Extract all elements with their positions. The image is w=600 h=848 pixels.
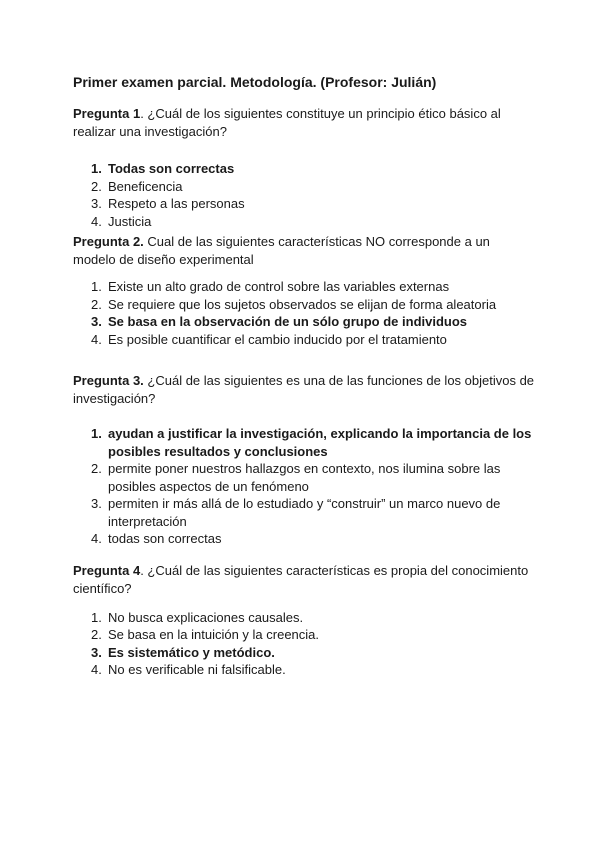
question-2-options (73, 278, 540, 348)
question-2-text: Cual de las siguientes características NO corresponde a un modelo de diseño experimental (73, 234, 490, 267)
question-4-option-3: 3. Es sistemático y metódico. (91, 644, 275, 660)
question-4-options (73, 609, 540, 679)
question-1-option-3: 3. Respeto a las personas (91, 196, 245, 211)
question-3-option-4: 4. todas son correctas (91, 531, 222, 546)
question-2-option-3: 3. Se basa en la observación de un sólo grupo de individuos (91, 314, 468, 329)
question-2-option-2: 2. Se requiere que los sujetos observados se elijan de forma aleatoria (91, 296, 497, 312)
question-2-option-1: 1. Existe un alto grado de control sobre las variables externas (91, 279, 450, 294)
question-3-option-2: 2. permite poner nuestros hallazgos en contexto, nos ilumina sobre las posibles aspectos de un fenómeno (91, 461, 501, 494)
exam-title: Primer examen parcial. Metodología. (Profesor: Julián) (73, 74, 437, 90)
question-3-options (73, 425, 540, 548)
question-4-option-2: 2. Se basa en la intuición y la creencia. (91, 627, 320, 642)
question-3-label: Pregunta 3. (73, 373, 144, 388)
question-2-label: Pregunta 2. (73, 234, 144, 249)
question-1 (73, 105, 540, 141)
question-3 (73, 372, 540, 408)
question-3-option-1: 1. ayudan a justificar la investigación, explicando la importancia de los posibles resultados y conclusiones (91, 426, 532, 459)
question-4 (73, 562, 540, 598)
question-1-options (73, 160, 540, 230)
question-4-label: Pregunta 4 (73, 562, 141, 578)
question-1-label: Pregunta 1 (73, 106, 141, 121)
question-2-option-4: 4. Es posible cuantificar el cambio inducido por el tratamiento (91, 331, 447, 347)
question-1-option-1: 1. Todas son correctas (91, 161, 235, 176)
question-4-option-4: 4. No es verificable ni falsificable. (91, 662, 286, 677)
question-1-option-2: 2. Beneficencia (91, 178, 183, 194)
question-2 (73, 233, 540, 269)
question-4-option-1: 1. No busca explicaciones causales. (91, 609, 304, 625)
question-1-option-4: 4. Justicia (91, 213, 152, 229)
question-4-text: . ¿Cuál de las siguientes características es propia del conocimiento científico? (73, 562, 529, 596)
question-1-text: . ¿Cuál de los siguientes constituye un principio ético básico al realizar una investigación? (73, 106, 501, 139)
question-3-text: ¿Cuál de las siguientes es una de las funciones de los objetivos de investigación? (73, 373, 535, 406)
question-3-option-3: 3. permiten ir más allá de lo estudiado y “construir” un marco nuevo de interpretación (91, 496, 501, 529)
